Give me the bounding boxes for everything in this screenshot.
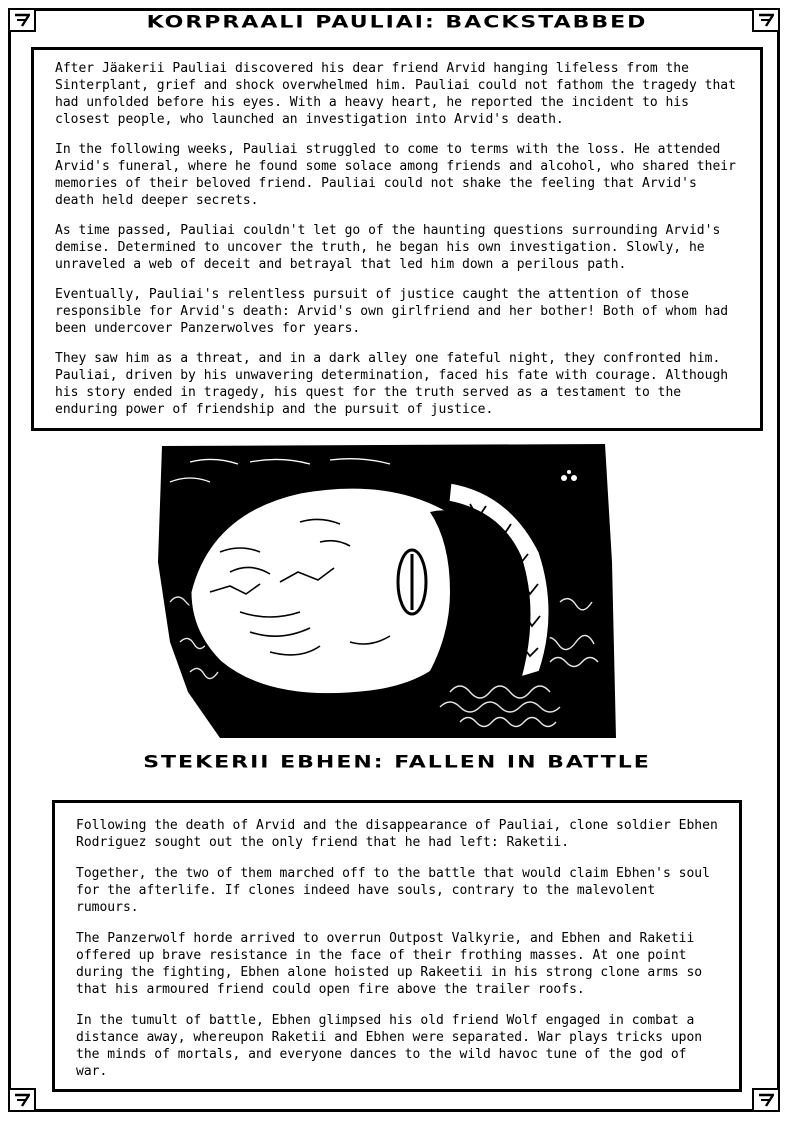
seven-glyph-icon <box>14 1093 30 1107</box>
paragraph: As time passed, Pauliai couldn't let go of the haunting questions surrounding Arvid's demise. Determined to uncover the truth, he began his own investigation. Slowly, he unraveled a web of deceit and betrayal that led him down a perilous path. <box>55 223 721 272</box>
section-1-title: KORPRAALI PAULIAI: BACKSTABBED <box>146 13 648 32</box>
section-1-text-box <box>31 47 763 431</box>
paragraph: Together, the two of them marched off to the battle that would claim Ebhen's soul for the afterlife. If clones indeed have souls, contrary to the malevolent rumours. <box>76 866 710 915</box>
section-2-text-box <box>52 800 742 1092</box>
seven-glyph-icon <box>758 1093 774 1107</box>
corner-ornament-bottom-right <box>752 1088 780 1112</box>
paragraph: In the tumult of battle, Ebhen glimpsed his old friend Wolf engaged in combat a distance away, whereupon Raketii and Ebhen were separated. War plays tricks upon the minds of mortals, and everyone dances to the wild havoc tune of the god of war. <box>76 1013 703 1079</box>
paragraph: The Panzerwolf horde arrived to overrun Outpost Valkyrie, and Ebhen and Raketii offered up brave resistance in the face of their frothing masses. At one point during the fighting, Ebhen alone hoisted up Rakeetii in his strong clone arms so that his armoured friend could open fire above the trailer roofs. <box>76 931 703 997</box>
paragraph: Eventually, Pauliai's relentless pursuit of justice caught the attention of those responsible for Arvid's death: Arvid's own girlfriend and her bother! Both of whom had been undercover Panzerwolves for years. <box>55 287 729 336</box>
section-2-title: STEKERII EBHEN: FALLEN IN BATTLE <box>143 753 651 772</box>
paragraph: After Jäakerii Pauliai discovered his dear friend Arvid hanging lifeless from the Sinterplant, grief and shock overwhelmed him. Pauliai could not fathom the tragedy that had unfolded before his eyes. With a heavy heart, he reported the incident to his closest people, who launched an investigation into Arvid's death. <box>55 61 736 127</box>
paragraph: In the following weeks, Pauliai struggled to come to terms with the loss. He attended Arvid's funeral, where he found some solace among friends and alcohol, who shared their memories of their beloved friend. Pauliai could not shake the feeling that Arvid's death held deeper secrets. <box>55 142 736 208</box>
paragraph: They saw him as a threat, and in a dark alley one fateful night, they confronted him. Pauliai, driven by his unwavering determination, faced his fate with courage. Although his story ended in tragedy, his quest for the truth served as a testament to the enduring power of friendship and the pursuit of justice. <box>55 351 729 417</box>
paragraph: Following the death of Arvid and the disappearance of Pauliai, clone soldier Ebhen Rodriguez sought out the only friend that he had left: Raketii. <box>76 818 718 850</box>
ink-drawing-icon <box>150 442 618 740</box>
corner-ornament-bottom-left <box>8 1088 36 1112</box>
fallen-soldier-illustration <box>150 442 618 740</box>
